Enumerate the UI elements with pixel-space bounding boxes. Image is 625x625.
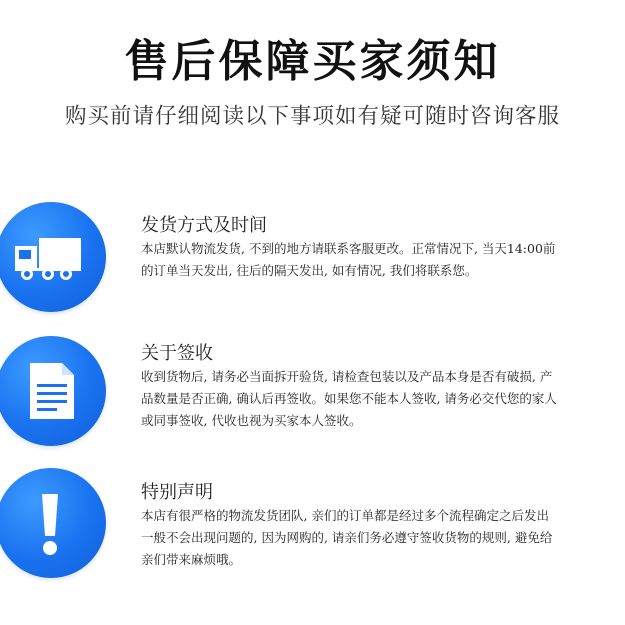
section-line: 或同事签收, 代收也视为买家本人签收。 bbox=[141, 413, 362, 428]
document-icon-badge bbox=[0, 336, 106, 446]
section-title-signing: 关于签收 bbox=[141, 343, 213, 364]
page-title: 售后保障买家须知 bbox=[124, 36, 501, 87]
section-title-notice: 特别声明 bbox=[141, 482, 213, 503]
section-body-signing bbox=[141, 366, 625, 432]
exclamation-icon-badge bbox=[0, 468, 106, 578]
section-line: 本店默认物流发货, 不到的地方请联系客服更改。正常情况下, 当天14:00前 bbox=[141, 241, 556, 256]
section-line: 品数量是否正确, 确认后再签收。如果您不能本人签收, 请务必交代您的家人 bbox=[141, 391, 557, 406]
section-body-notice bbox=[141, 505, 625, 571]
section-line: 亲们带来麻烦哦。 bbox=[141, 552, 242, 567]
truck-icon bbox=[0, 202, 106, 312]
exclamation-icon bbox=[0, 468, 106, 578]
truck-icon-badge bbox=[0, 202, 106, 312]
section-line: 的订单当天发出, 往后的隔天发出, 如有情况, 我们将联系您。 bbox=[141, 263, 478, 278]
document-icon bbox=[0, 336, 106, 446]
section-line: 收到货物后, 请务必当面拆开验货, 请检查包装以及产品本身是否有破损, 产 bbox=[141, 369, 553, 384]
section-title-shipping: 发货方式及时间 bbox=[141, 215, 267, 236]
page-subtitle: 购买前请仔细阅读以下事项如有疑可随时咨询客服 bbox=[64, 104, 560, 129]
section-line: 一般不会出现问题的, 因为网购的, 请亲们务必遵守签收货物的规则, 避免给 bbox=[141, 530, 553, 545]
section-line: 本店有很严格的物流发货团队, 亲们的订单都是经过多个流程确定之后发出 bbox=[141, 508, 549, 523]
section-body-shipping bbox=[141, 238, 625, 282]
